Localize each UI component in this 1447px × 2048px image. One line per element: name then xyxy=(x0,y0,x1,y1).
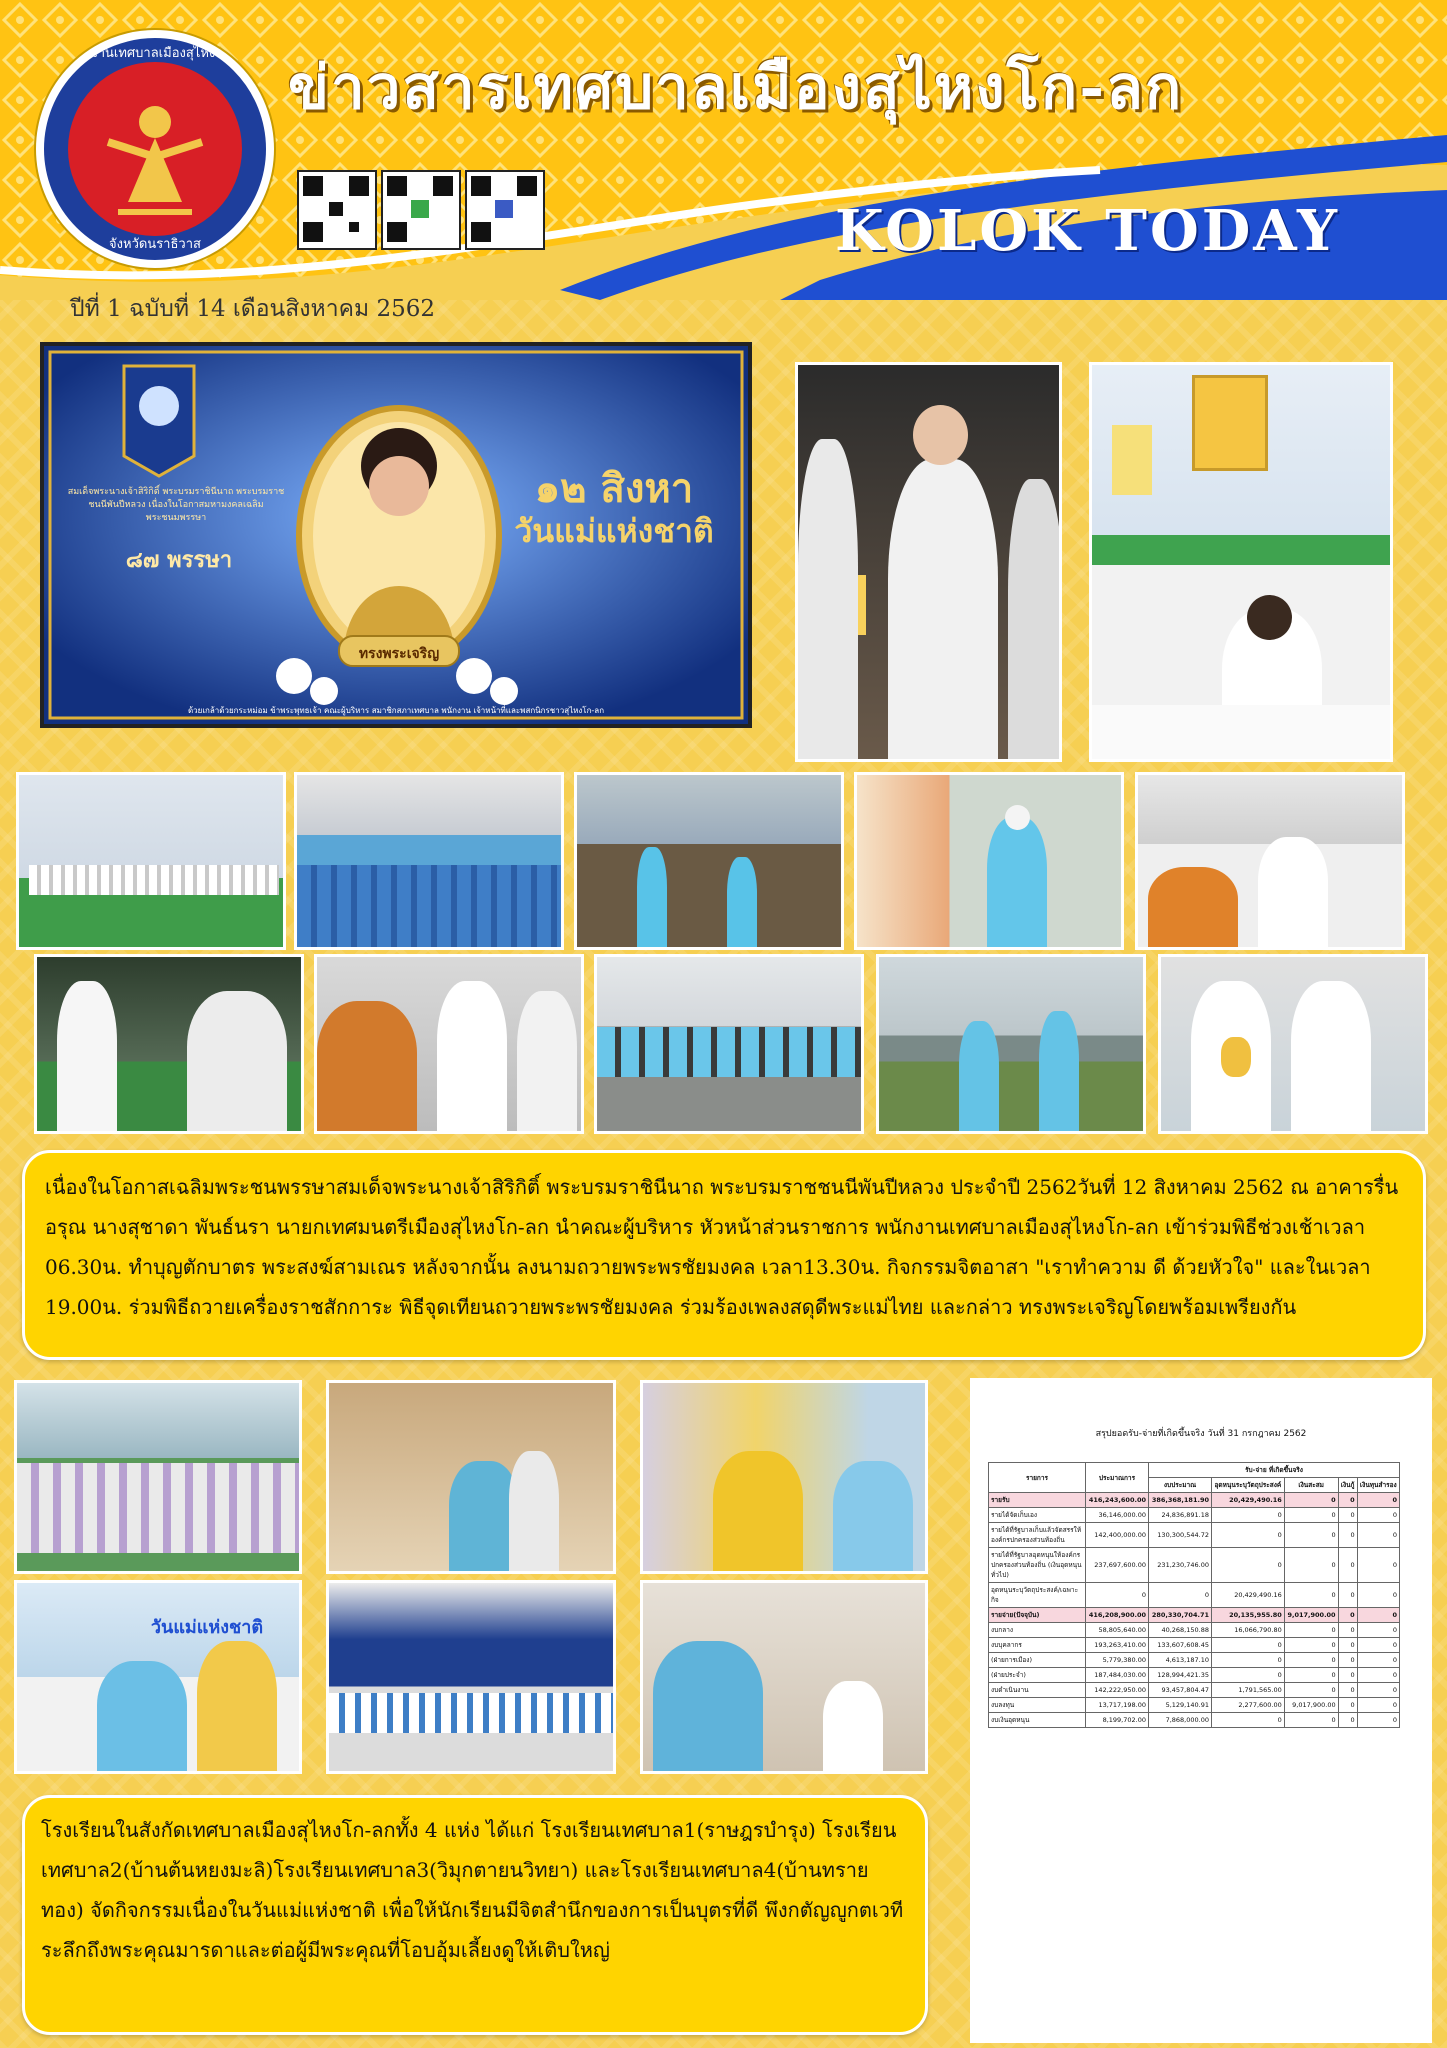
table-cell: 2,277,600.00 xyxy=(1212,1698,1285,1713)
table-cell: 0 xyxy=(1357,1508,1399,1523)
row-label: (ฝ่ายการเมือง) xyxy=(989,1653,1086,1668)
banner-left-text: สมเด็จพระนางเจ้าสิริกิติ์ พระบรมราชินีนาถ พระบรมราชชนนีพันปีหลวง เนื่องในโอกาสมหามงคลเฉลิมพระชนมพรรษา xyxy=(67,487,285,523)
finance-table xyxy=(988,1462,1400,1728)
table-cell: 9,017,900.00 xyxy=(1284,1698,1338,1713)
photo-school-4 xyxy=(14,1580,302,1774)
col-header-accumulated: เงินสะสม xyxy=(1284,1478,1338,1493)
table-cell: 0 xyxy=(1338,1523,1357,1548)
row-label: งบเงินอุดหนุน xyxy=(989,1713,1086,1728)
col-header-group: รับ-จ่าย ที่เกิดขึ้นจริง xyxy=(1149,1463,1400,1478)
table-cell: 0 xyxy=(1338,1623,1357,1638)
newsletter-title: ข่าวสารเทศบาลเมืองสุไหงโก-ลก xyxy=(288,53,1184,123)
photo-row2-3 xyxy=(594,954,864,1134)
table-row xyxy=(989,1583,1400,1608)
table-cell: 40,268,150.88 xyxy=(1149,1623,1212,1638)
table-cell: 36,146,000.00 xyxy=(1086,1508,1149,1523)
banner-blessing: ทรงพระเจริญ xyxy=(358,646,440,662)
banner-day: วันแม่แห่งชาติ xyxy=(514,512,714,550)
table-cell: 386,368,181.90 xyxy=(1149,1493,1212,1508)
logo-text-top: สำนักงานเทศบาลเมืองสุไหงโก-ลก xyxy=(59,46,251,61)
table-row xyxy=(989,1698,1400,1713)
municipality-logo xyxy=(36,30,274,268)
table-cell: 0 xyxy=(1284,1683,1338,1698)
banner-footer: ด้วยเกล้าด้วยกระหม่อม ข้าพระพุทธเจ้า คณะผู้บริหาร สมาชิกสภาเทศบาล พนักงาน เจ้าหน้าที่และพสกนิกรชาวสุไหงโก-ลก xyxy=(187,706,605,715)
table-cell: 16,066,790.80 xyxy=(1212,1623,1285,1638)
col-header-estimate: ประมาณการ xyxy=(1086,1463,1149,1493)
table-cell: 0 xyxy=(1284,1653,1338,1668)
table-cell: 0 xyxy=(1338,1608,1357,1623)
table-row xyxy=(989,1623,1400,1638)
photo-ceremony-hall xyxy=(1089,362,1393,762)
masthead xyxy=(0,0,1447,322)
row-label: งบลงทุน xyxy=(989,1698,1086,1713)
photo-school-5 xyxy=(326,1580,616,1774)
table-cell: 0 xyxy=(1338,1493,1357,1508)
table-cell: 128,994,421.35 xyxy=(1149,1668,1212,1683)
table-cell: 280,330,704.71 xyxy=(1149,1608,1212,1623)
qr-code-icon[interactable] xyxy=(297,170,377,250)
photo-row1-4 xyxy=(854,772,1124,950)
photo-candle-ceremony xyxy=(795,362,1062,762)
table-cell: 0 xyxy=(1357,1698,1399,1713)
row-label: รายจ่าย(ปัจจุบัน) xyxy=(989,1608,1086,1623)
table-cell: 0 xyxy=(1357,1523,1399,1548)
table-cell: 0 xyxy=(1212,1548,1285,1583)
table-cell: 0 xyxy=(1338,1638,1357,1653)
table-cell: 0 xyxy=(1338,1668,1357,1683)
table-cell: 0 xyxy=(1212,1508,1285,1523)
table-cell: 0 xyxy=(1212,1668,1285,1683)
table-cell: 4,613,187.10 xyxy=(1149,1653,1212,1668)
photo-row1-3 xyxy=(574,772,844,950)
table-cell: 0 xyxy=(1357,1608,1399,1623)
table-cell: 58,805,640.00 xyxy=(1086,1623,1149,1638)
table-cell: 0 xyxy=(1338,1713,1357,1728)
logo-emblem xyxy=(68,62,242,236)
table-cell: 0 xyxy=(1284,1523,1338,1548)
photo-row2-5 xyxy=(1158,954,1428,1134)
table-cell: 8,199,702.00 xyxy=(1086,1713,1149,1728)
col-header-budget: งบประมาณ xyxy=(1149,1478,1212,1493)
table-cell: 193,263,410.00 xyxy=(1086,1638,1149,1653)
table-cell: 0 xyxy=(1212,1638,1285,1653)
table-cell: 133,607,608.45 xyxy=(1149,1638,1212,1653)
table-cell: 7,868,000.00 xyxy=(1149,1713,1212,1728)
photo-row2-4 xyxy=(876,954,1146,1134)
table-row xyxy=(989,1608,1400,1623)
table-cell: 0 xyxy=(1212,1523,1285,1548)
photo-school-1 xyxy=(14,1380,302,1574)
table-row xyxy=(989,1493,1400,1508)
finance-table-body xyxy=(989,1493,1400,1728)
table-cell: 416,243,600.00 xyxy=(1086,1493,1149,1508)
table-cell: 5,779,380.00 xyxy=(1086,1653,1149,1668)
table-row xyxy=(989,1508,1400,1523)
table-row xyxy=(989,1683,1400,1698)
photo-school-2 xyxy=(326,1380,616,1574)
col-header-item: รายการ xyxy=(989,1463,1086,1493)
table-cell: 0 xyxy=(1338,1583,1357,1608)
photo-school-6 xyxy=(640,1580,928,1774)
table-cell: 0 xyxy=(1357,1668,1399,1683)
table-cell: 0 xyxy=(1357,1548,1399,1583)
table-cell: 0 xyxy=(1149,1583,1212,1608)
qr-code-facebook-icon[interactable] xyxy=(465,170,545,250)
table-cell: 0 xyxy=(1357,1638,1399,1653)
deity-emblem-icon xyxy=(68,62,242,236)
table-row xyxy=(989,1668,1400,1683)
table-cell: 0 xyxy=(1357,1583,1399,1608)
table-cell: 0 xyxy=(1284,1638,1338,1653)
table-cell: 20,429,490.16 xyxy=(1212,1493,1285,1508)
table-cell: 0 xyxy=(1284,1623,1338,1638)
table-row xyxy=(989,1638,1400,1653)
table-row xyxy=(989,1713,1400,1728)
table-cell: 1,791,565.00 xyxy=(1212,1683,1285,1698)
table-cell: 0 xyxy=(1212,1713,1285,1728)
row-label: งบบุคลากร xyxy=(989,1638,1086,1653)
table-cell: 130,300,544.72 xyxy=(1149,1523,1212,1548)
table-cell: 0 xyxy=(1338,1698,1357,1713)
issue-info: ปีที่ 1 ฉบับที่ 14 เดือนสิงหาคม 2562 xyxy=(70,296,436,322)
finance-title: สรุปยอดรับ-จ่ายที่เกิดขึ้นจริง วันที่ 31 กรกฎาคม 2562 xyxy=(1095,1429,1307,1439)
table-cell: 5,129,140.91 xyxy=(1149,1698,1212,1713)
article-school-text-box xyxy=(22,1795,928,2035)
table-cell: 0 xyxy=(1284,1508,1338,1523)
table-cell: 142,400,000.00 xyxy=(1086,1523,1149,1548)
table-cell: 0 xyxy=(1357,1713,1399,1728)
table-cell: 0 xyxy=(1284,1668,1338,1683)
col-header-reserve: เงินทุนสำรอง xyxy=(1357,1478,1399,1493)
article-ceremony-text: เนื่องในโอกาสเฉลิมพระชนพรรษาสมเด็จพระนางเจ้าสิริกิติ์ พระบรมราชินีนาถ พระบรมราชชนนีพันปีหลวง ประจำปี 2562วันที่ 12 สิงหาคม 2562 ณ อาคารรื่นอรุณ นางสุชาดา พันธ์นรา นายกเทศมนตรีเมืองสุไหงโก-ลก นำคณะผู้บริหาร หัวหน้าส่วนราชการ พนักงานเทศบาลเมืองสุไหงโก-ลก เข้าร่วมพิธีช่วงเช้าเวลา 06.30น. ทำบุญตักบาตร พระสงฆ์สามเณร หลังจากนั้น ลงนามถวายพระพรชัยมงคล เวลา13.30น. กิจกรรมจิตอาสา "เราทำความ ดี ด้วยหัวใจ" และในเวลา 19.00น. ร่วมพิธีถวายเครื่องราชสักการะ พิธีจุดเทียนถวายพระพรชัยมงคล ร่วมร้องเพลงสดุดีพระแม่ไทย และกล่าว ทรงพระเจริญโดยพร้อมเพรียงกัน xyxy=(45,1175,1399,1319)
banner-age: ๘๗ พรรษา xyxy=(125,548,233,573)
table-cell: 142,222,950.00 xyxy=(1086,1683,1149,1698)
table-cell: 0 xyxy=(1357,1493,1399,1508)
table-cell: 0 xyxy=(1357,1623,1399,1638)
table-cell: 0 xyxy=(1357,1683,1399,1698)
table-cell: 20,135,955.80 xyxy=(1212,1608,1285,1623)
row-label: รายรับ xyxy=(989,1493,1086,1508)
table-row xyxy=(989,1653,1400,1668)
photo-row1-2 xyxy=(294,772,564,950)
table-cell: 0 xyxy=(1284,1548,1338,1583)
qr-code-line-icon[interactable] xyxy=(381,170,461,250)
article-school-text: โรงเรียนในสังกัดเทศบาลเมืองสุไหงโก-ลกทั้ง 4 แห่ง ได้แก่ โรงเรียนเทศบาล1(ราษฎรบำรุง) โรงเรียนเทศบาล2(บ้านต้นหยงมะลิ)โรงเรียนเทศบาล3(วิมุกตายนวิทยา) และโรงเรียนเทศบาล4(บ้านทรายทอง) จัดกิจกรรมเนื่องในวันแม่แห่งชาติ เพื่อให้นักเรียนมีจิตสำนึกของการเป็นบุตรที่ดี พึงกตัญญูกตเวที ระลึกถึงพระคุณมารดาและต่อผู้มีพระคุณที่โอบอุ้มเลี้ยงดูให้เติบใหญ่ xyxy=(41,1818,904,1962)
finance-summary-document xyxy=(970,1378,1432,2043)
table-cell: 0 xyxy=(1086,1583,1149,1608)
table-cell: 0 xyxy=(1357,1653,1399,1668)
table-cell: 0 xyxy=(1212,1653,1285,1668)
table-cell: 93,457,804.47 xyxy=(1149,1683,1212,1698)
kolok-today-title: KOLOK TODAY xyxy=(835,198,1340,264)
table-row xyxy=(989,1523,1400,1548)
table-cell: 0 xyxy=(1338,1508,1357,1523)
mothers-day-banner xyxy=(40,342,752,728)
logo-text-bottom: จังหวัดนราธิวาส xyxy=(109,237,201,252)
photo-school-3 xyxy=(640,1380,928,1574)
col-header-loan: เงินกู้ xyxy=(1338,1478,1357,1493)
table-cell: 0 xyxy=(1338,1683,1357,1698)
row-label: รายได้ที่รัฐบาลเก็บแล้วจัดสรรให้องค์กรปกครองส่วนท้องถิ่น xyxy=(989,1523,1086,1548)
table-cell: 24,836,891.18 xyxy=(1149,1508,1212,1523)
row-label: งบดำเนินงาน xyxy=(989,1683,1086,1698)
row-label: อุดหนุนระบุวัตถุประสงค์/เฉพาะกิจ xyxy=(989,1583,1086,1608)
table-cell: 9,017,900.00 xyxy=(1284,1608,1338,1623)
article-ceremony-text-box xyxy=(22,1150,1426,1360)
table-cell: 20,429,490.16 xyxy=(1212,1583,1285,1608)
photo-row2-1 xyxy=(34,954,304,1134)
table-cell: 0 xyxy=(1338,1548,1357,1583)
photo-row1-5 xyxy=(1135,772,1405,950)
photo-row1-1 xyxy=(16,772,286,950)
table-cell: 187,484,030.00 xyxy=(1086,1668,1149,1683)
col-header-subsidy: อุดหนุนระบุวัตถุประสงค์ xyxy=(1212,1478,1285,1493)
table-cell: 0 xyxy=(1338,1653,1357,1668)
school-banner-text: วันแม่แห่งชาติ xyxy=(150,1617,264,1638)
table-cell: 0 xyxy=(1284,1493,1338,1508)
table-cell: 13,717,198.00 xyxy=(1086,1698,1149,1713)
row-label: (ฝ่ายประจำ) xyxy=(989,1668,1086,1683)
table-row xyxy=(989,1548,1400,1583)
table-cell: 0 xyxy=(1284,1713,1338,1728)
row-label: รายได้จัดเก็บเอง xyxy=(989,1508,1086,1523)
row-label: งบกลาง xyxy=(989,1623,1086,1638)
table-cell: 237,697,600.00 xyxy=(1086,1548,1149,1583)
table-cell: 416,208,900.00 xyxy=(1086,1608,1149,1623)
photo-row2-2 xyxy=(314,954,584,1134)
table-cell: 231,230,746.00 xyxy=(1149,1548,1212,1583)
table-cell: 0 xyxy=(1284,1583,1338,1608)
row-label: รายได้ที่รัฐบาลอุดหนุนให้องค์กรปกครองส่วนท้องถิ่น (เงินอุดหนุนทั่วไป) xyxy=(989,1548,1086,1583)
banner-date: ๑๒ สิงหา xyxy=(534,465,694,512)
